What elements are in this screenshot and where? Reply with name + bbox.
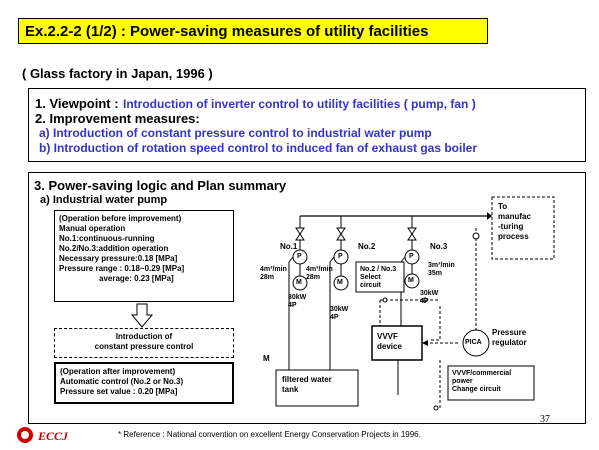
- motor1-m: M: [296, 279, 302, 286]
- measure-a: a) Introduction of constant pressure control to industrial water pump: [39, 126, 432, 140]
- before-line3: No.2/No.3:addition operation: [59, 244, 169, 253]
- reference-note: * Reference : National convention on excellent Energy Conservation Projects in 1996.: [118, 430, 421, 439]
- slide-title: Ex.2.2-2 (1/2) : Power-saving measures of utility facilities: [18, 18, 488, 44]
- operation-before-box: [54, 210, 234, 302]
- measures-label: 2. Improvement measures:: [35, 111, 200, 126]
- before-line5: Pressure range : 0.18~0.29 [MPa]: [59, 264, 185, 273]
- before-line6: average: 0.23 [MPa]: [99, 274, 174, 283]
- after-line2: Pressure set value : 0.20 [MPa]: [60, 387, 178, 396]
- intro-line2: constant pressure control: [94, 342, 194, 351]
- eccj-logo-icon: [16, 426, 34, 444]
- pump1-flow: 4m³/min 28m: [260, 266, 287, 281]
- page-number: 37: [540, 414, 550, 425]
- pump2-p: P: [338, 253, 343, 260]
- viewpoint-box: [28, 88, 586, 162]
- before-title: (Operation before improvement): [59, 214, 182, 223]
- motor2-power: 30kW 4P: [330, 306, 349, 321]
- intro-line1: Introduction of: [115, 332, 173, 341]
- pump1-p: P: [297, 253, 302, 260]
- motor3-m: M: [408, 277, 414, 284]
- tank-label: filtered water tank: [282, 375, 332, 394]
- after-title: (Operation after improvement): [60, 367, 176, 376]
- pump-no2-label: No.2: [358, 242, 376, 251]
- pump2-flow: 4m³/min 28m: [306, 266, 333, 281]
- pressure-regulator-label: Pressure regulator: [492, 328, 527, 347]
- operation-after-box: [54, 362, 234, 404]
- select-circuit-label: No.2 / No.3 Select circuit: [360, 266, 397, 289]
- motor3-power: 30kW 4P: [420, 290, 439, 305]
- before-line2: No.1:continuous-running: [59, 234, 155, 243]
- slide-subtitle: ( Glass factory in Japan, 1996 ): [22, 66, 213, 81]
- eccj-logo-text: ECCJ: [38, 429, 69, 443]
- pump3-flow: 3m³/min 35m: [428, 262, 455, 277]
- after-line1: Automatic control (No.2 or No.3): [60, 377, 184, 386]
- to-manufacturing-label: To manufac -turing process: [498, 202, 531, 241]
- measure-b: b) Introduction of rotation speed control to induced fan of exhaust gas boiler: [39, 141, 478, 155]
- viewpoint-label: 1. Viewpoint :: [35, 96, 119, 111]
- motor1-power: 30kW 4P: [288, 294, 307, 309]
- introduction-box: [54, 328, 234, 358]
- pica-label: PICA: [465, 339, 482, 346]
- vvvf-device-label: VVVF device: [377, 332, 402, 351]
- before-line1: Manual operation: [59, 224, 126, 233]
- viewpoint-text: Introduction of inverter control to utility facilities ( pump, fan ): [123, 97, 476, 111]
- before-line4: Necessary pressure:0.18 [MPa]: [59, 254, 178, 263]
- plan-sub-a: a) Industrial water pump: [40, 194, 168, 206]
- change-circuit-label: VVVF/commercial power Change circuit: [452, 370, 512, 393]
- pump-no3-label: No.3: [430, 242, 448, 251]
- down-arrow-icon: [130, 303, 154, 329]
- motor2-m: M: [337, 279, 343, 286]
- pump-no1-label: No.1: [280, 242, 298, 251]
- pump3-p: P: [409, 253, 414, 260]
- plan-heading: 3. Power-saving logic and Plan summary: [34, 178, 287, 193]
- m-label: M: [263, 354, 270, 363]
